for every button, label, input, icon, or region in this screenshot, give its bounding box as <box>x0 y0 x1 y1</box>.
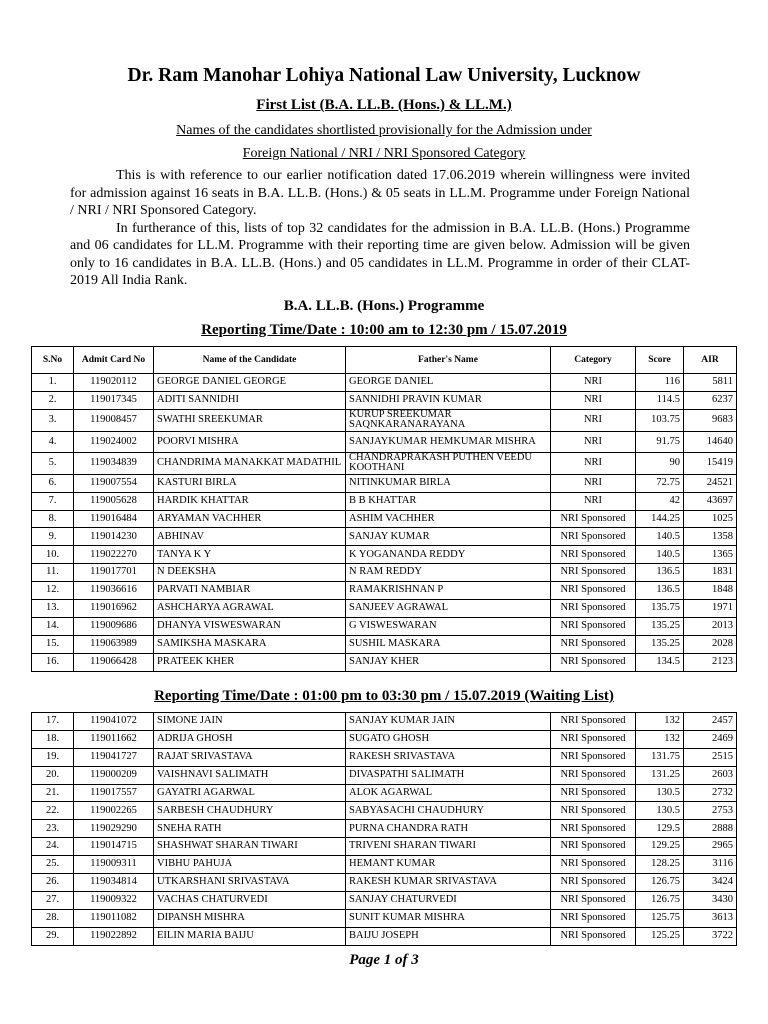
reporting-time-1: Reporting Time/Date : 10:00 am to 12:30 pm / 15.07.2019 <box>201 322 567 338</box>
cell-score: 132 <box>636 713 684 731</box>
table-row <box>32 891 737 909</box>
cell-father: B B KHATTAR <box>346 492 551 510</box>
cell-category: NRI Sponsored <box>551 927 636 945</box>
cell-air: 1365 <box>684 546 737 564</box>
table-row <box>32 374 737 392</box>
cell-air: 3424 <box>684 874 737 892</box>
cell-category: NRI Sponsored <box>551 528 636 546</box>
cell-admit-card: 119011662 <box>74 730 154 748</box>
cell-sno: 16. <box>32 653 74 671</box>
cell-admit-card: 119029290 <box>74 820 154 838</box>
cell-score: 135.75 <box>636 600 684 618</box>
cell-admit-card: 119002265 <box>74 802 154 820</box>
cell-name: ADITI SANNIDHI <box>154 391 346 409</box>
table-row <box>32 474 737 492</box>
cell-air: 2028 <box>684 635 737 653</box>
col-name: Name of the Candidate <box>154 347 346 374</box>
cell-admit-card: 119066428 <box>74 653 154 671</box>
candidates-table-2 <box>31 712 737 946</box>
cell-father: SUNIT KUMAR MISHRA <box>346 909 551 927</box>
cell-sno: 13. <box>32 600 74 618</box>
cell-air: 9683 <box>684 409 737 431</box>
cell-admit-card: 119017701 <box>74 564 154 582</box>
cell-sno: 18. <box>32 730 74 748</box>
cell-sno: 10. <box>32 546 74 564</box>
cell-category: NRI Sponsored <box>551 802 636 820</box>
list-subtitle: First List (B.A. LL.B. (Hons.) & LL.M.) <box>256 97 512 113</box>
cell-category: NRI Sponsored <box>551 653 636 671</box>
cell-name: SNEHA RATH <box>154 820 346 838</box>
col-air: AIR <box>684 347 737 374</box>
cell-admit-card: 119011082 <box>74 909 154 927</box>
cell-name: VIBHU PAHUJA <box>154 856 346 874</box>
cell-score: 129.5 <box>636 820 684 838</box>
cell-father: ALOK AGARWAL <box>346 784 551 802</box>
cell-category: NRI Sponsored <box>551 564 636 582</box>
cell-father: NITINKUMAR BIRLA <box>346 474 551 492</box>
cell-father: SANJAY KUMAR <box>346 528 551 546</box>
cell-category: NRI Sponsored <box>551 891 636 909</box>
cell-father: RAMAKRISHNAN P <box>346 582 551 600</box>
cell-category: NRI <box>551 391 636 409</box>
table-row <box>32 409 737 431</box>
cell-air: 2457 <box>684 713 737 731</box>
cell-score: 134.5 <box>636 653 684 671</box>
cell-score: 136.5 <box>636 582 684 600</box>
cell-name: DHANYA VISWESWARAN <box>154 617 346 635</box>
cell-score: 91.75 <box>636 431 684 452</box>
cell-category: NRI Sponsored <box>551 784 636 802</box>
cell-admit-card: 119014715 <box>74 838 154 856</box>
cell-father: SANJAY KHER <box>346 653 551 671</box>
table-row <box>32 492 737 510</box>
cell-father: G VISWESWARAN <box>346 617 551 635</box>
cell-score: 131.25 <box>636 766 684 784</box>
cell-score: 114.5 <box>636 391 684 409</box>
paragraph-1: This is with reference to our earlier notification dated 17.06.2019 wherein willingness were invited for admission against 16 seats in B.A. LL.B. (Hons.) & 05 seats in LL.M. Programme under Foreign National / NRI / NRI Sponsored Category. <box>70 168 690 218</box>
cell-name: POORVI MISHRA <box>154 431 346 452</box>
cell-sno: 20. <box>32 766 74 784</box>
cell-air: 3613 <box>684 909 737 927</box>
cell-score: 126.75 <box>636 891 684 909</box>
cell-father: N RAM REDDY <box>346 564 551 582</box>
cell-father: CHANDRAPRAKASH PUTHEN VEEDU KOOTHANI <box>346 452 551 474</box>
table-row <box>32 617 737 635</box>
table-row <box>32 874 737 892</box>
cell-score: 116 <box>636 374 684 392</box>
intro-paragraph <box>70 167 690 290</box>
table-row <box>32 856 737 874</box>
cell-sno: 8. <box>32 510 74 528</box>
cell-air: 14640 <box>684 431 737 452</box>
cell-name: ARYAMAN VACHHER <box>154 510 346 528</box>
cell-father: RAKESH SRIVASTAVA <box>346 748 551 766</box>
cell-air: 2123 <box>684 653 737 671</box>
cell-name: DIPANSH MISHRA <box>154 909 346 927</box>
cell-score: 72.75 <box>636 474 684 492</box>
col-admit-card: Admit Card No <box>74 347 154 374</box>
cell-sno: 21. <box>32 784 74 802</box>
table-row <box>32 564 737 582</box>
cell-father: ASHIM VACHHER <box>346 510 551 528</box>
cell-sno: 17. <box>32 713 74 731</box>
cell-air: 2013 <box>684 617 737 635</box>
cell-category: NRI Sponsored <box>551 874 636 892</box>
cell-father: RAKESH KUMAR SRIVASTAVA <box>346 874 551 892</box>
cell-admit-card: 119041727 <box>74 748 154 766</box>
cell-name: RAJAT SRIVASTAVA <box>154 748 346 766</box>
cell-admit-card: 119005628 <box>74 492 154 510</box>
cell-category: NRI Sponsored <box>551 546 636 564</box>
cell-sno: 3. <box>32 409 74 431</box>
cell-admit-card: 119007554 <box>74 474 154 492</box>
cell-name: PRATEEK KHER <box>154 653 346 671</box>
cell-score: 42 <box>636 492 684 510</box>
cell-air: 24521 <box>684 474 737 492</box>
cell-category: NRI Sponsored <box>551 635 636 653</box>
cell-category: NRI Sponsored <box>551 730 636 748</box>
cell-name: SIMONE JAIN <box>154 713 346 731</box>
table-row <box>32 431 737 452</box>
cell-name: VACHAS CHATURVEDI <box>154 891 346 909</box>
cell-score: 135.25 <box>636 617 684 635</box>
cell-air: 2469 <box>684 730 737 748</box>
university-title: Dr. Ram Manohar Lohiya National Law University, Lucknow <box>127 65 641 86</box>
cell-father: SANJEEV AGRAWAL <box>346 600 551 618</box>
cell-sno: 14. <box>32 617 74 635</box>
cell-sno: 12. <box>32 582 74 600</box>
note-line-2: Foreign National / NRI / NRI Sponsored Category <box>242 146 526 161</box>
cell-name: EILIN MARIA BAIJU <box>154 927 346 945</box>
cell-sno: 15. <box>32 635 74 653</box>
cell-father: SUGATO GHOSH <box>346 730 551 748</box>
cell-sno: 29. <box>32 927 74 945</box>
cell-sno: 4. <box>32 431 74 452</box>
cell-air: 1971 <box>684 600 737 618</box>
cell-admit-card: 119020112 <box>74 374 154 392</box>
cell-sno: 5. <box>32 452 74 474</box>
cell-name: N DEEKSHA <box>154 564 346 582</box>
cell-air: 2732 <box>684 784 737 802</box>
cell-father: DIVASPATHI SALIMATH <box>346 766 551 784</box>
cell-admit-card: 119036616 <box>74 582 154 600</box>
cell-score: 140.5 <box>636 546 684 564</box>
cell-admit-card: 119034839 <box>74 452 154 474</box>
table-row <box>32 713 737 731</box>
cell-category: NRI Sponsored <box>551 909 636 927</box>
cell-name: PARVATI NAMBIAR <box>154 582 346 600</box>
cell-admit-card: 119009686 <box>74 617 154 635</box>
cell-category: NRI Sponsored <box>551 766 636 784</box>
cell-category: NRI Sponsored <box>551 617 636 635</box>
table-row <box>32 653 737 671</box>
cell-score: 130.5 <box>636 784 684 802</box>
cell-category: NRI Sponsored <box>551 856 636 874</box>
cell-air: 2515 <box>684 748 737 766</box>
cell-sno: 28. <box>32 909 74 927</box>
table-row <box>32 784 737 802</box>
table-row <box>32 927 737 945</box>
cell-name: GEORGE DANIEL GEORGE <box>154 374 346 392</box>
cell-air: 3722 <box>684 927 737 945</box>
cell-category: NRI Sponsored <box>551 838 636 856</box>
cell-name: SWATHI SREEKUMAR <box>154 409 346 431</box>
cell-air: 1358 <box>684 528 737 546</box>
cell-admit-card: 119009322 <box>74 891 154 909</box>
cell-score: 144.25 <box>636 510 684 528</box>
cell-sno: 26. <box>32 874 74 892</box>
col-father: Father's Name <box>346 347 551 374</box>
cell-admit-card: 119017557 <box>74 784 154 802</box>
cell-sno: 19. <box>32 748 74 766</box>
cell-category: NRI Sponsored <box>551 748 636 766</box>
cell-admit-card: 119008457 <box>74 409 154 431</box>
cell-sno: 24. <box>32 838 74 856</box>
cell-category: NRI <box>551 409 636 431</box>
cell-father: K YOGANANDA REDDY <box>346 546 551 564</box>
cell-admit-card: 119017345 <box>74 391 154 409</box>
table-row <box>32 838 737 856</box>
cell-air: 1848 <box>684 582 737 600</box>
table-row <box>32 582 737 600</box>
cell-sno: 25. <box>32 856 74 874</box>
candidates-table-1 <box>31 346 737 672</box>
cell-admit-card: 119063989 <box>74 635 154 653</box>
cell-score: 135.25 <box>636 635 684 653</box>
cell-air: 2603 <box>684 766 737 784</box>
table-row <box>32 802 737 820</box>
table-1-body <box>32 374 737 672</box>
cell-air: 2965 <box>684 838 737 856</box>
cell-name: SAMIKSHA MASKARA <box>154 635 346 653</box>
cell-score: 128.25 <box>636 856 684 874</box>
cell-admit-card: 119014230 <box>74 528 154 546</box>
cell-name: ASHCHARYA AGRAWAL <box>154 600 346 618</box>
cell-category: NRI <box>551 452 636 474</box>
table-row <box>32 510 737 528</box>
cell-air: 43697 <box>684 492 737 510</box>
cell-admit-card: 119041072 <box>74 713 154 731</box>
cell-name: SARBESH CHAUDHURY <box>154 802 346 820</box>
cell-name: GAYATRI AGARWAL <box>154 784 346 802</box>
cell-score: 125.75 <box>636 909 684 927</box>
cell-score: 132 <box>636 730 684 748</box>
cell-father: SANJAY CHATURVEDI <box>346 891 551 909</box>
cell-father: SUSHIL MASKARA <box>346 635 551 653</box>
col-category: Category <box>551 347 636 374</box>
cell-score: 103.75 <box>636 409 684 431</box>
cell-category: NRI <box>551 474 636 492</box>
table-row <box>32 600 737 618</box>
cell-sno: 23. <box>32 820 74 838</box>
cell-name: ADRIJA GHOSH <box>154 730 346 748</box>
cell-name: CHANDRIMA MANAKKAT MADATHIL <box>154 452 346 474</box>
cell-sno: 7. <box>32 492 74 510</box>
programme-heading: B.A. LL.B. (Hons.) Programme <box>283 298 485 314</box>
cell-category: NRI Sponsored <box>551 820 636 838</box>
cell-admit-card: 119000209 <box>74 766 154 784</box>
cell-sno: 11. <box>32 564 74 582</box>
table-header-row <box>32 347 737 374</box>
cell-father: HEMANT KUMAR <box>346 856 551 874</box>
note-line-1: Names of the candidates shortlisted provisionally for the Admission under <box>176 123 592 138</box>
cell-air: 5811 <box>684 374 737 392</box>
cell-name: KASTURI BIRLA <box>154 474 346 492</box>
cell-admit-card: 119024002 <box>74 431 154 452</box>
cell-score: 130.5 <box>636 802 684 820</box>
cell-father: BAIJU JOSEPH <box>346 927 551 945</box>
cell-score: 125.25 <box>636 927 684 945</box>
cell-air: 6237 <box>684 391 737 409</box>
table-row <box>32 909 737 927</box>
cell-father: TRIVENI SHARAN TIWARI <box>346 838 551 856</box>
col-sno: S.No <box>32 347 74 374</box>
cell-category: NRI <box>551 492 636 510</box>
cell-category: NRI Sponsored <box>551 582 636 600</box>
cell-score: 129.25 <box>636 838 684 856</box>
cell-name: TANYA K Y <box>154 546 346 564</box>
cell-name: UTKARSHANI SRIVASTAVA <box>154 874 346 892</box>
col-score: Score <box>636 347 684 374</box>
cell-father: GEORGE DANIEL <box>346 374 551 392</box>
cell-air: 1831 <box>684 564 737 582</box>
cell-name: HARDIK KHATTAR <box>154 492 346 510</box>
cell-score: 140.5 <box>636 528 684 546</box>
cell-category: NRI <box>551 431 636 452</box>
cell-admit-card: 119022892 <box>74 927 154 945</box>
cell-admit-card: 119016484 <box>74 510 154 528</box>
cell-air: 3116 <box>684 856 737 874</box>
cell-name: ABHINAV <box>154 528 346 546</box>
table-row <box>32 635 737 653</box>
cell-air: 2753 <box>684 802 737 820</box>
cell-admit-card: 119016962 <box>74 600 154 618</box>
cell-father: SANJAYKUMAR HEMKUMAR MISHRA <box>346 431 551 452</box>
cell-score: 136.5 <box>636 564 684 582</box>
table-row <box>32 546 737 564</box>
cell-air: 3430 <box>684 891 737 909</box>
table-row <box>32 730 737 748</box>
table-row <box>32 748 737 766</box>
cell-score: 90 <box>636 452 684 474</box>
cell-air: 2888 <box>684 820 737 838</box>
cell-sno: 9. <box>32 528 74 546</box>
cell-sno: 6. <box>32 474 74 492</box>
cell-father: SABYASACHI CHAUDHURY <box>346 802 551 820</box>
cell-admit-card: 119022270 <box>74 546 154 564</box>
cell-category: NRI <box>551 374 636 392</box>
cell-sno: 22. <box>32 802 74 820</box>
cell-admit-card: 119034814 <box>74 874 154 892</box>
cell-sno: 27. <box>32 891 74 909</box>
table-row <box>32 528 737 546</box>
reporting-time-2: Reporting Time/Date : 01:00 pm to 03:30 pm / 15.07.2019 (Waiting List) <box>154 688 614 704</box>
table-row <box>32 452 737 474</box>
cell-air: 15419 <box>684 452 737 474</box>
cell-father: SANJAY KUMAR JAIN <box>346 713 551 731</box>
cell-admit-card: 119009311 <box>74 856 154 874</box>
table-row <box>32 820 737 838</box>
cell-father: KURUP SREEKUMAR SAQNKARANARAYANA <box>346 409 551 431</box>
cell-score: 126.75 <box>636 874 684 892</box>
cell-category: NRI Sponsored <box>551 510 636 528</box>
table-2-body <box>32 713 737 946</box>
cell-sno: 1. <box>32 374 74 392</box>
table-row <box>32 391 737 409</box>
table-row <box>32 766 737 784</box>
cell-sno: 2. <box>32 391 74 409</box>
cell-name: SHASHWAT SHARAN TIWARI <box>154 838 346 856</box>
cell-name: VAISHNAVI SALIMATH <box>154 766 346 784</box>
cell-category: NRI Sponsored <box>551 600 636 618</box>
cell-father: SANNIDHI PRAVIN KUMAR <box>346 391 551 409</box>
cell-category: NRI Sponsored <box>551 713 636 731</box>
cell-score: 131.75 <box>636 748 684 766</box>
cell-air: 1025 <box>684 510 737 528</box>
page-number: Page 1 of 3 <box>349 952 419 968</box>
cell-father: PURNA CHANDRA RATH <box>346 820 551 838</box>
paragraph-2: In furtherance of this, lists of top 32 candidates for the admission in B.A. LL.B. (Hons.) Programme and 06 candidates for LL.M. Programme with their reporting time are given below. Admission will be given only to 16 candidates in B.A. LL.B. (Hons.) and 05 candidates in LL.M. Programme in order of their CLAT-2019 All India Rank. <box>70 220 690 288</box>
